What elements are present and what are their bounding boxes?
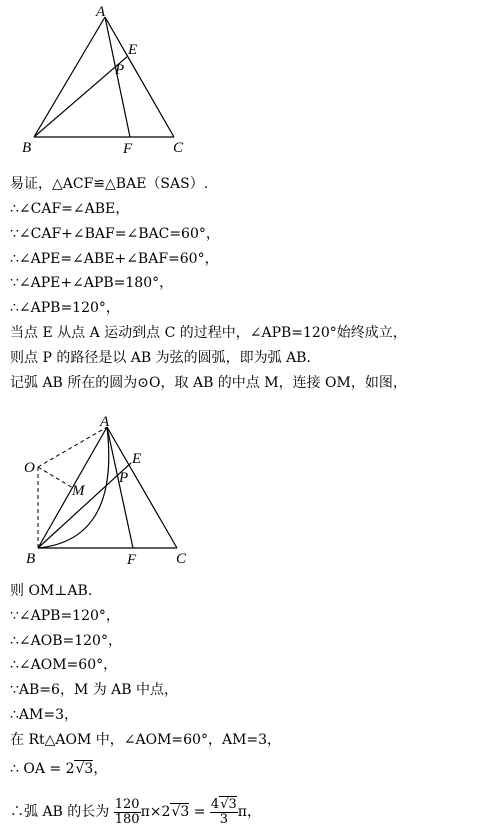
figure-2-circle-arc (0, 405, 485, 570)
arc-suffix: π， (237, 804, 261, 820)
label-f-2: F (127, 552, 137, 568)
oa-sqrt: √3 (75, 761, 94, 777)
proof-line-5: ∵∠APE+∠APB=180°， (10, 275, 174, 291)
label-p-2: P (119, 470, 129, 486)
proof-line-3: ∵∠CAF+∠BAF=∠BAC=60°， (10, 226, 220, 242)
proof-line-7: 当点 E 从点 A 运动到点 C 的过程中，∠APB=120°始终成立， (10, 325, 407, 341)
proof-line-16: 在 Rt△AOM 中，∠AOM=60°，AM=3， (10, 732, 282, 748)
label-b-2: B (26, 551, 36, 567)
label-e: E (128, 42, 138, 58)
figure-1-triangle (0, 0, 485, 160)
proof-line-4: ∴∠APE=∠ABE+∠BAF=60°， (10, 251, 219, 267)
segment-be (34, 56, 128, 137)
side-ac-2 (107, 427, 177, 548)
proof-line-13: ∴∠AOM=60°， (10, 657, 118, 673)
proof-line-2: ∴∠CAF=∠ABE， (10, 201, 130, 217)
label-p: P (115, 62, 125, 78)
segment-af-2 (107, 427, 133, 548)
proof-line-9: 记弧 AB 所在的圆为⊙O，取 AB 的中点 M，连接 OM，如图， (10, 375, 407, 391)
proof-line-1: 易证，△ACF≌△BAE（SAS）. (10, 176, 209, 192)
proof-line-10: 则 OM⊥AB. (10, 583, 93, 599)
label-a: A (96, 4, 106, 20)
label-c-2: C (176, 551, 187, 567)
arc-mid: π×2 (140, 804, 171, 820)
proof-line-8: 则点 P 的路径是以 AB 为弦的圆弧，即为弧 AB. (10, 350, 311, 366)
label-a-2: A (100, 414, 110, 430)
label-o-2: O (24, 460, 35, 476)
dashed-oa (38, 427, 107, 467)
label-c: C (173, 140, 184, 156)
dashed-om (38, 467, 73, 488)
side-ab (34, 17, 105, 137)
proof-line-6: ∴∠APB=120°， (10, 300, 120, 316)
proof-line-12: ∴∠AOB=120°， (10, 633, 122, 649)
label-f: F (123, 141, 133, 157)
proof-line-11: ∵∠APB=120°， (10, 608, 120, 624)
fraction-120-180: $\frac{120}{180}$ (114, 796, 140, 827)
label-b: B (22, 140, 32, 156)
arc-sqrt-1: √3 (171, 804, 190, 820)
fraction-4sqrt3-3: $\frac{4√3}{3}$ (210, 796, 237, 827)
arc-prefix: ∴弧 AB 的长为 (10, 804, 110, 820)
label-m-2: M (72, 483, 85, 499)
oa-prefix: ∴ OA = 2 (10, 761, 75, 777)
proof-line-15: ∴AM=3， (10, 707, 78, 723)
oa-result-line (10, 760, 107, 778)
arc-length-line (10, 795, 261, 829)
label-e-2: E (132, 451, 142, 467)
proof-line-14: ∵AB=6，M 为 AB 中点， (10, 682, 179, 698)
arc-eq: = (189, 804, 210, 820)
oa-suffix: ， (93, 761, 108, 777)
